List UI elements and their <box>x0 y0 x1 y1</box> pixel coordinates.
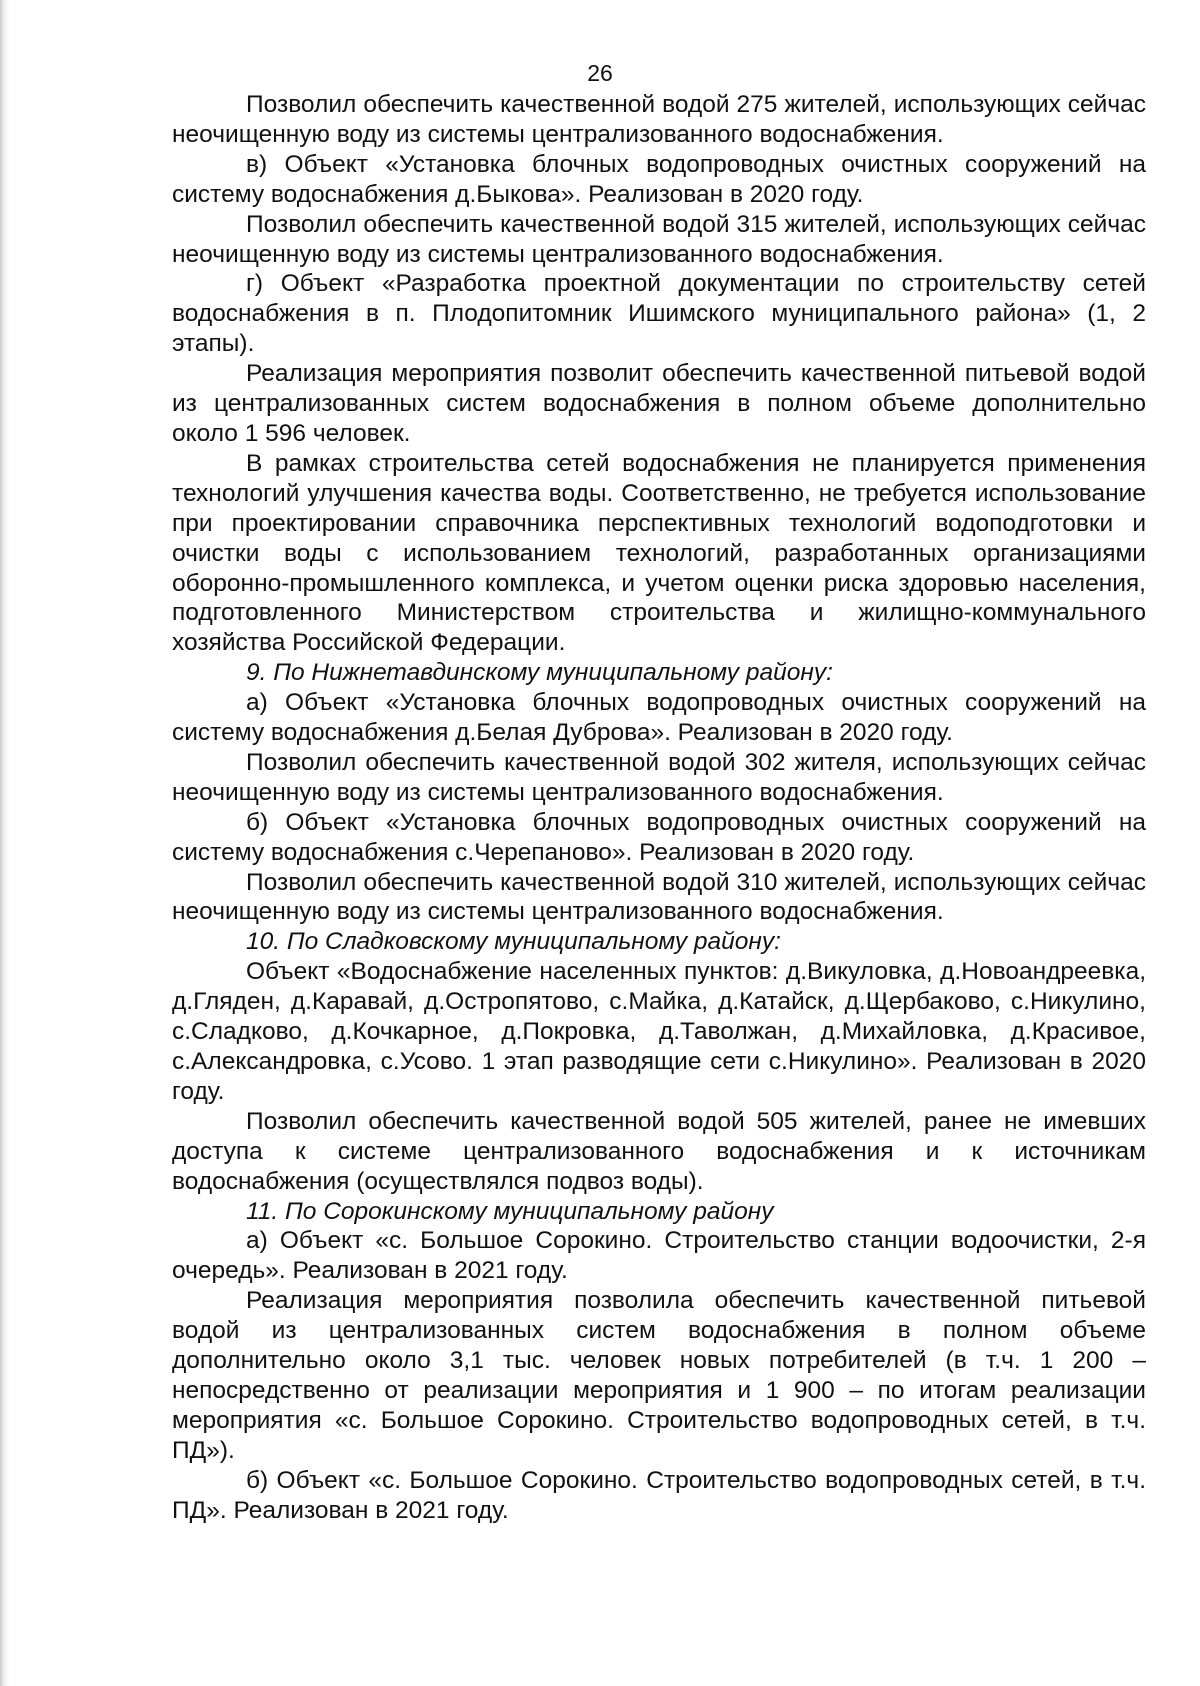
paragraph-water-505-residents: Позволил обеспечить качественной водой 505 жителей, ранее не имевших доступа к системе централизованного водоснабжения и к источникам водоснабжения (осуществлялся подвоз воды). <box>172 1107 1146 1195</box>
paragraph-water-310-residents: Позволил обеспечить качественной водой 310 жителей, использующих сейчас неочищенную воду из системы централизованного водоснабжения. <box>172 868 1146 926</box>
paragraph-object-a-belaya-dubrova: а) Объект «Установка блочных водопроводных очистных сооружений на систему водоснабжения д.Белая Дуброва». Реализован в 2020 году. <box>172 689 1146 747</box>
paragraph-object-water-supply-settlements: Объект «Водоснабжение населенных пунктов: д.Викуловка, д.Новоандреевка, д.Гляден, д.Каравай, д.Остропятово, с.Майка, д.Катайск, д.Щербаково, с.Никулино, с.Сладково, д.Кочкарное, д.Покровка, д.Таволжан, д.Михайловка, д.Красивое, с.Александровка, с.Усово. 1 этап разводящие сети с.Никулино». Реализован в 2020 году. <box>172 958 1146 1105</box>
paragraph-water-315-residents: Позволил обеспечить качественной водой 315 жителей, использующих сейчас неочищенную воду из системы централизованного водоснабжения. <box>172 210 1146 268</box>
paragraph-object-v-bykova: в) Объект «Установка блочных водопроводных очистных сооружений на систему водоснабжения д.Быкова». Реализован в 2020 году. <box>172 150 1146 208</box>
paragraph-water-275-residents: Позволил обеспечить качественной водой 275 жителей, использующих сейчас неочищенную воду из системы централизованного водоснабжения. <box>172 91 1146 148</box>
document-body <box>172 90 1146 1526</box>
paragraph-implementation-1596: Реализация мероприятия позволит обеспечить качественной питьевой водой из централизованных систем водоснабжения в полном объеме дополнительно около 1 596 человек. <box>172 360 1146 447</box>
section-heading-nizhnetavdinsky: 9. По Нижнетавдинскому муниципальному району: <box>246 659 833 687</box>
page-number: 26 <box>587 60 613 86</box>
paragraph-object-b-bolshoe-sorokino-networks: б) Объект «с. Большое Сорокино. Строительство водопроводных сетей, в т.ч. ПД». Реализован в 2021 году. <box>172 1466 1146 1524</box>
paragraph-implementation-3100: Реализация мероприятия позволила обеспечить качественной питьевой водой из централизованных систем водоснабжения в полном объеме дополнительно около 3,1 тыс. человек новых потребителей (в т.ч. 1 200 – непосредственно от реализации мероприятия и 1 900 – по итогам реализации мероприятия «с. Большое Сорокино. Строительство водопроводных сетей, в т.ч. ПД»). <box>172 1287 1146 1464</box>
section-heading-sorokinsky: 11. По Сорокинскому муниципальному району <box>246 1197 774 1225</box>
paragraph-object-b-cherepanovo: б) Объект «Установка блочных водопроводных очистных сооружений на систему водоснабжения с.Черепаново». Реализован в 2020 году. <box>172 808 1146 866</box>
paragraph-water-302-residents: Позволил обеспечить качественной водой 302 жителя, использующих сейчас неочищенную воду из системы централизованного водоснабжения. <box>172 748 1146 806</box>
paragraph-water-quality-technologies: В рамках строительства сетей водоснабжения не планируется применения технологий улучшения качества воды. Соответственно, не требуется использование при проектировании справочника перспективных технологий водоподготовки и очистки воды с использованием технологий, разработанных организациями оборонно-промышленного комплекса, и учетом оценки риска здоровью населения, подготовленного Министерством строительства и жилищно-коммунального хозяйства Российской Федерации. <box>172 449 1146 657</box>
paragraph-object-a-bolshoe-sorokino-station: а) Объект «с. Большое Сорокино. Строительство станции водоочистки, 2-я очередь». Реализован в 2021 году. <box>172 1227 1146 1285</box>
section-heading-sladkovsky: 10. По Сладковскому муниципальному району: <box>246 928 781 956</box>
scan-edge-artifact <box>0 0 10 1686</box>
paragraph-object-g-plodopitomnik: г) Объект «Разработка проектной документации по строительству сетей водоснабжения в п. Плодопитомник Ишимского муниципального района» (1, 2 этапы). <box>172 270 1146 358</box>
